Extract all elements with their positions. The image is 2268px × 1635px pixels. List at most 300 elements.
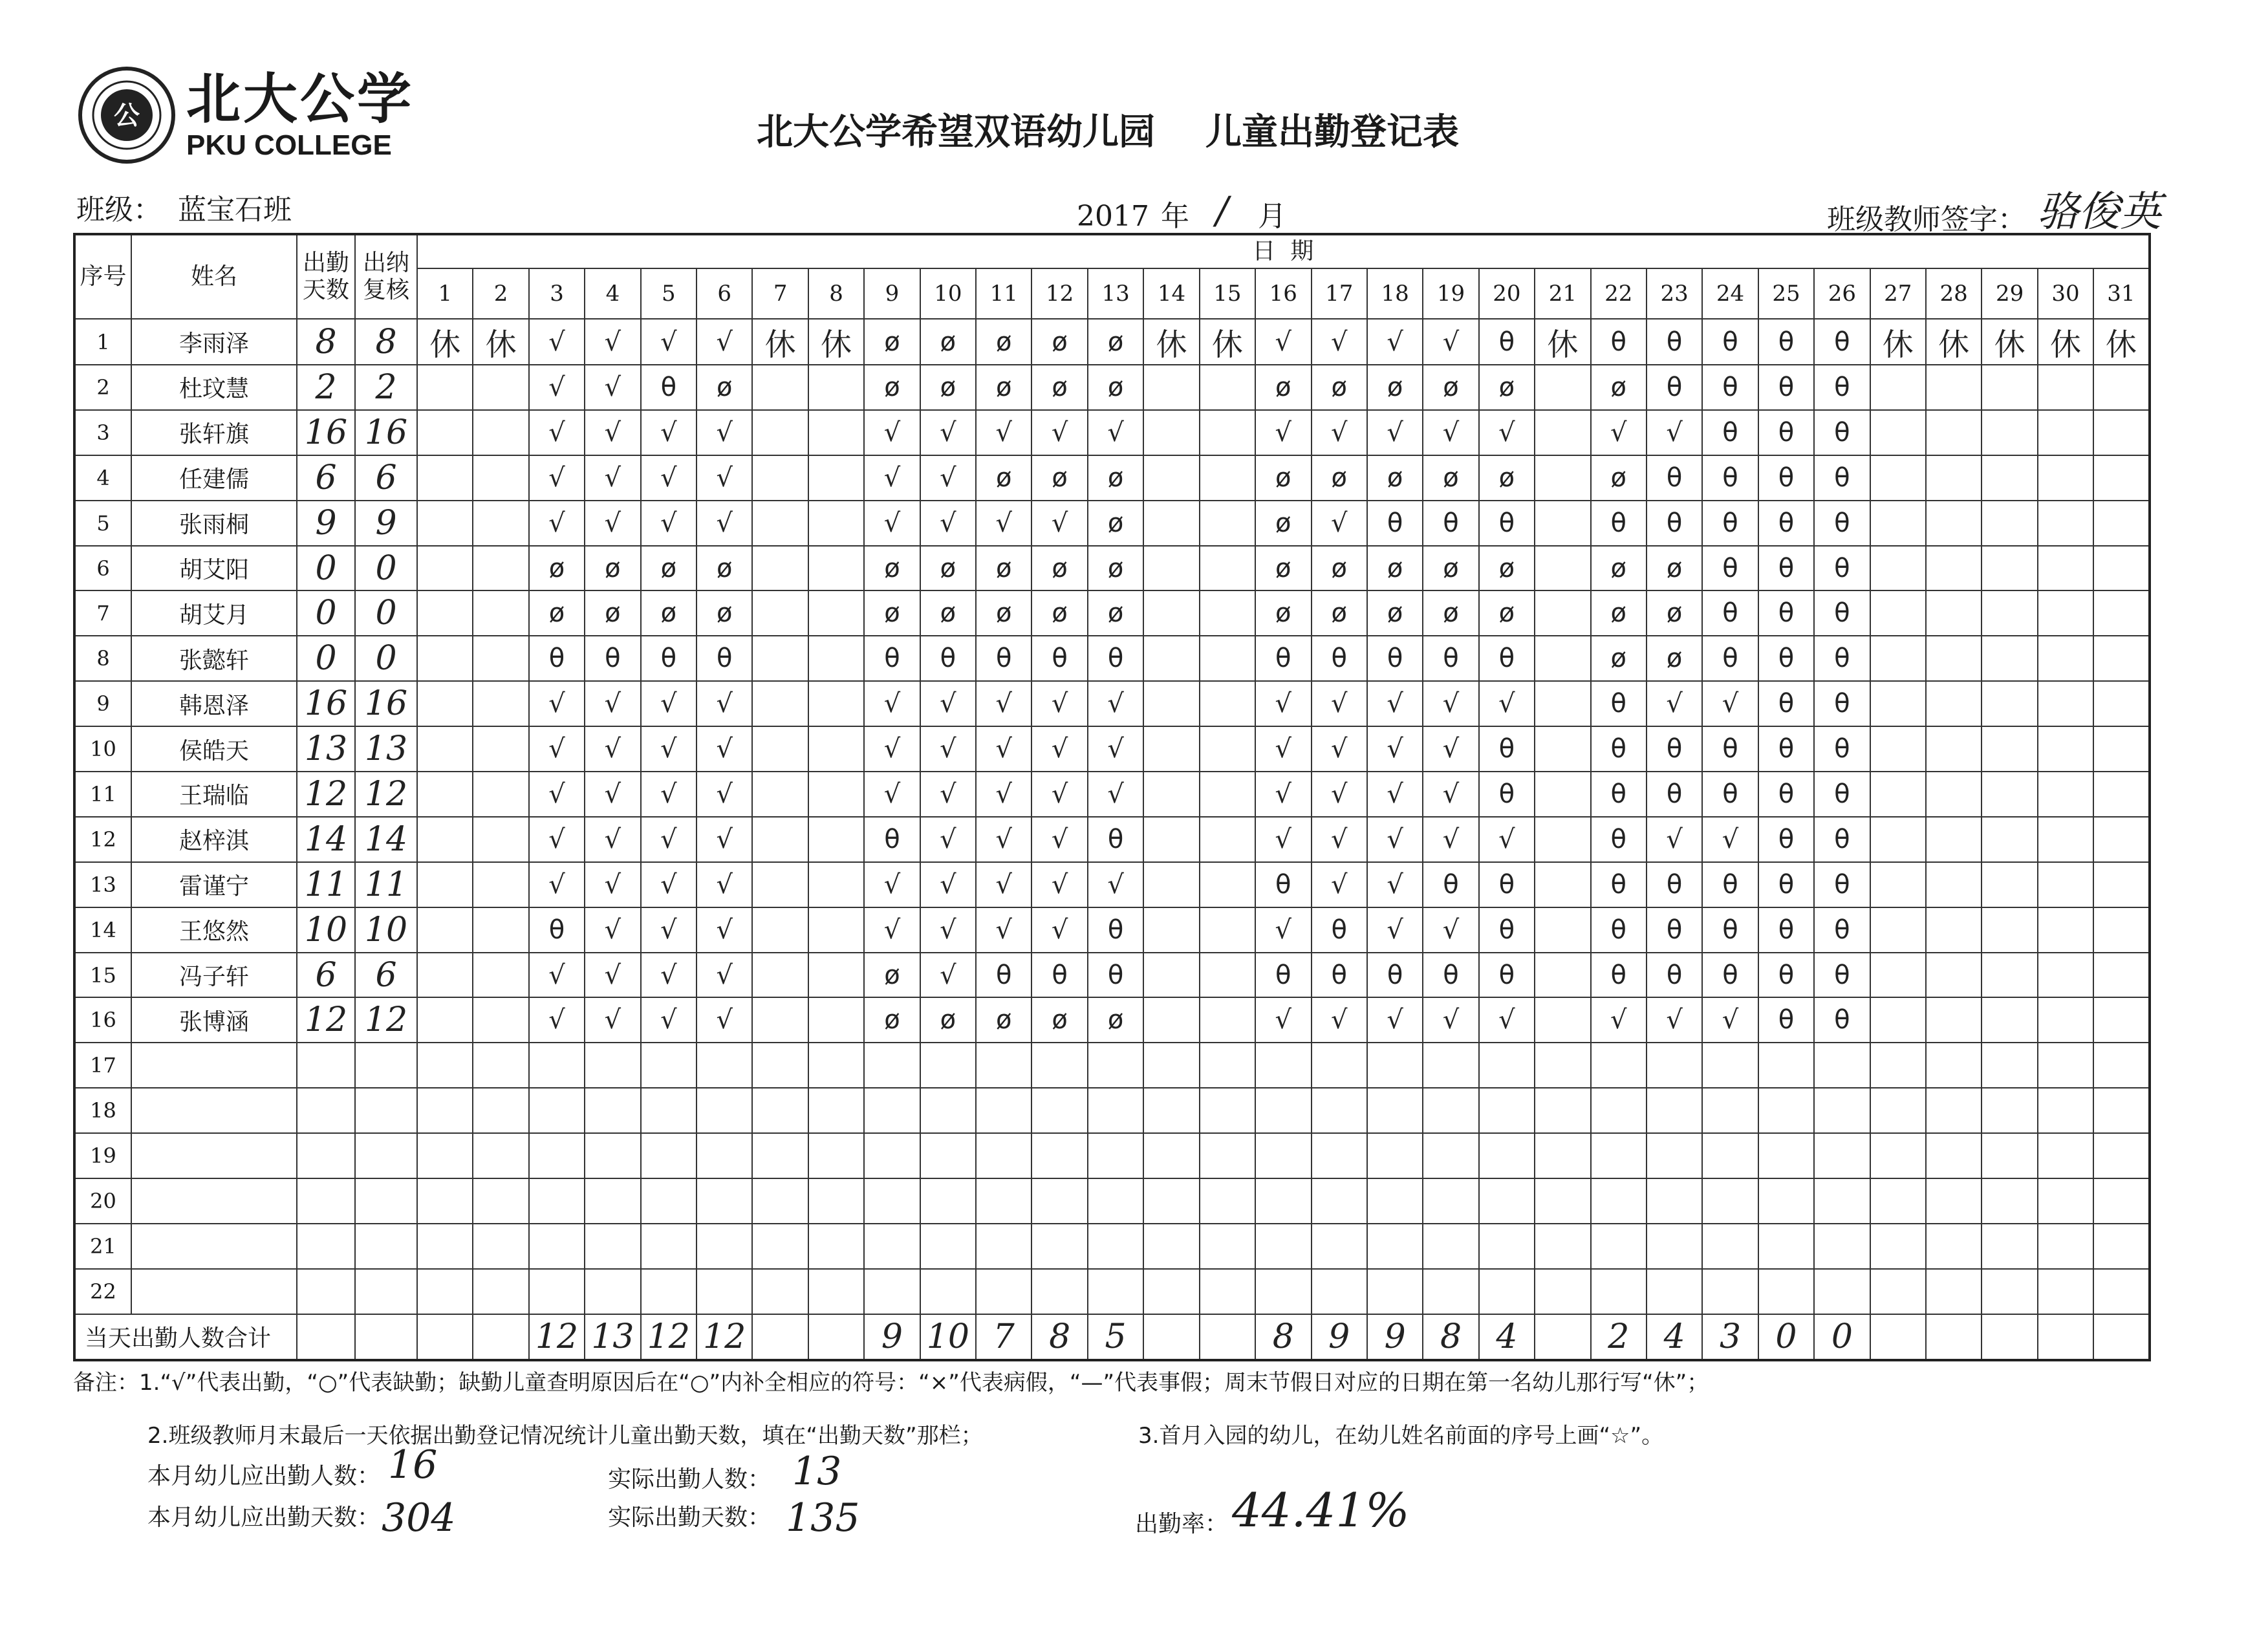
attendance-mark: √	[585, 953, 640, 998]
attendance-mark	[1088, 1133, 1143, 1178]
attendance-mark	[808, 862, 864, 907]
attendance-mark	[864, 1224, 920, 1269]
attendance-mark	[1982, 772, 2037, 817]
attendance-mark	[920, 1088, 976, 1133]
attendance-mark: θ	[1479, 726, 1535, 772]
attendance-mark: ø	[641, 590, 697, 636]
year-unit: 年	[1161, 200, 1189, 233]
attendance-mark: ø	[1255, 455, 1311, 501]
daily-total: 4	[1647, 1314, 1702, 1360]
attendance-mark	[641, 1133, 697, 1178]
attendance-mark	[1535, 953, 1590, 998]
attendance-days-count: 16	[297, 681, 355, 726]
attendance-mark: θ	[1814, 907, 1870, 953]
attendance-mark	[1312, 1178, 1367, 1224]
attendance-mark: θ	[1088, 636, 1143, 681]
attendance-mark	[1143, 862, 1199, 907]
table-row	[74, 953, 2150, 998]
attendance-mark: ø	[920, 365, 976, 410]
row-index: 6	[74, 546, 131, 591]
attendance-days-count	[297, 1088, 355, 1133]
attendance-mark	[1926, 1269, 1982, 1314]
attendance-mark: √	[920, 907, 976, 953]
attendance-mark: θ	[1647, 772, 1702, 817]
attendance-mark	[1143, 590, 1199, 636]
attendance-mark	[585, 1133, 640, 1178]
attendance-mark: √	[1423, 319, 1478, 365]
attendance-mark	[417, 455, 473, 501]
attendance-mark: √	[529, 319, 585, 365]
table-row	[74, 681, 2150, 726]
attendance-mark: θ	[1423, 636, 1478, 681]
actual-children-value: 13	[792, 1449, 842, 1494]
attendance-mark: θ	[641, 636, 697, 681]
attendance-mark	[1982, 590, 2037, 636]
attendance-mark	[2038, 365, 2093, 410]
attendance-mark: θ	[1479, 319, 1535, 365]
attendance-mark	[1758, 1088, 1814, 1133]
attendance-mark	[2038, 1088, 2093, 1133]
attendance-mark: ø	[1591, 546, 1647, 591]
attendance-mark	[1982, 817, 2037, 862]
attendance-days-count: 9	[297, 501, 355, 546]
day-number: 5	[641, 268, 697, 319]
row-index: 5	[74, 501, 131, 546]
daily-total: 12	[697, 1314, 752, 1360]
daily-total: 9	[864, 1314, 920, 1360]
attendance-mark: θ	[1591, 953, 1647, 998]
attendance-mark: √	[641, 953, 697, 998]
header-attendance-days: 出勤 天数	[297, 234, 355, 319]
attendance-mark	[808, 636, 864, 681]
attendance-mark	[473, 636, 528, 681]
attendance-mark: ø	[976, 546, 1031, 591]
attendance-mark: √	[920, 410, 976, 455]
attendance-mark	[641, 1224, 697, 1269]
row-index: 10	[74, 726, 131, 772]
attendance-mark: √	[529, 365, 585, 410]
attendance-mark: θ	[1702, 726, 1758, 772]
attendance-mark: ø	[1479, 546, 1535, 591]
attendance-mark	[1535, 997, 1590, 1043]
attendance-mark: θ	[1312, 636, 1367, 681]
attendance-mark	[1423, 1088, 1478, 1133]
attendance-mark	[1814, 1133, 1870, 1178]
attendance-mark	[1814, 1269, 1870, 1314]
attendance-mark: θ	[1367, 501, 1423, 546]
attendance-mark	[2093, 817, 2149, 862]
daily-total: 2	[1591, 1314, 1647, 1360]
attendance-mark	[808, 817, 864, 862]
attendance-mark: √	[1479, 410, 1535, 455]
daily-total: 7	[976, 1314, 1031, 1360]
attendance-mark	[752, 1224, 808, 1269]
attendance-mark: √	[864, 907, 920, 953]
attendance-mark: √	[1423, 410, 1478, 455]
attendance-mark	[1814, 1043, 1870, 1088]
attendance-mark	[417, 862, 473, 907]
attendance-mark: √	[920, 772, 976, 817]
attendance-mark	[585, 1178, 640, 1224]
attendance-mark	[1535, 1269, 1590, 1314]
attendance-mark	[417, 546, 473, 591]
attendance-mark	[976, 1178, 1031, 1224]
expected-children-label: 本月幼儿应出勤人数：	[147, 1463, 381, 1489]
attendance-mark	[417, 1043, 473, 1088]
attendance-mark: θ	[529, 907, 585, 953]
attendance-mark: θ	[1591, 817, 1647, 862]
attendance-mark	[1200, 1043, 1255, 1088]
attendance-mark: √	[585, 772, 640, 817]
attendance-mark: ø	[697, 365, 752, 410]
attendance-mark	[1982, 1133, 2037, 1178]
attendance-mark	[417, 636, 473, 681]
attendance-mark: √	[697, 907, 752, 953]
day-number: 22	[1591, 268, 1647, 319]
attendance-mark: θ	[1758, 862, 1814, 907]
attendance-mark: √	[1312, 772, 1367, 817]
review-count: 2	[355, 365, 417, 410]
attendance-mark	[1479, 1133, 1535, 1178]
attendance-mark	[473, 1269, 528, 1314]
attendance-mark: √	[1031, 772, 1087, 817]
attendance-mark: ø	[1031, 365, 1087, 410]
attendance-mark	[417, 907, 473, 953]
expected-children-value: 16	[388, 1442, 438, 1488]
review-count: 0	[355, 636, 417, 681]
attendance-mark	[1926, 726, 1982, 772]
totals-empty-cell	[355, 1314, 417, 1360]
attendance-days-count: 12	[297, 997, 355, 1043]
child-name: 李雨泽	[131, 319, 297, 365]
attendance-mark	[2038, 1224, 2093, 1269]
attendance-mark: √	[585, 365, 640, 410]
attendance-mark: √	[641, 997, 697, 1043]
day-number: 30	[2038, 268, 2093, 319]
attendance-mark	[1982, 726, 2037, 772]
attendance-days-count: 0	[297, 636, 355, 681]
attendance-mark	[697, 1043, 752, 1088]
attendance-mark	[1143, 1224, 1199, 1269]
attendance-mark: √	[697, 319, 752, 365]
attendance-mark	[1200, 590, 1255, 636]
attendance-mark	[808, 410, 864, 455]
day-number: 17	[1312, 268, 1367, 319]
attendance-mark: 休	[1143, 319, 1199, 365]
attendance-mark: √	[1031, 817, 1087, 862]
attendance-mark: θ	[1591, 862, 1647, 907]
attendance-mark	[1143, 546, 1199, 591]
attendance-mark	[1143, 410, 1199, 455]
attendance-mark	[417, 1269, 473, 1314]
attendance-mark: θ	[1479, 907, 1535, 953]
attendance-mark: θ	[1647, 455, 1702, 501]
attendance-mark: ø	[1255, 501, 1311, 546]
attendance-mark: ø	[1367, 455, 1423, 501]
daily-total: 13	[585, 1314, 640, 1360]
day-number: 25	[1758, 268, 1814, 319]
attendance-mark	[1255, 1043, 1311, 1088]
attendance-mark	[1702, 1043, 1758, 1088]
attendance-mark: √	[1031, 862, 1087, 907]
attendance-mark	[1200, 681, 1255, 726]
table-row	[74, 319, 2150, 365]
attendance-mark: √	[1312, 319, 1367, 365]
attendance-mark: √	[1647, 997, 1702, 1043]
daily-total: 8	[1255, 1314, 1311, 1360]
attendance-mark	[1367, 1269, 1423, 1314]
attendance-days-count: 10	[297, 907, 355, 953]
attendance-mark	[1312, 1088, 1367, 1133]
attendance-mark	[1423, 1043, 1478, 1088]
attendance-mark: ø	[1479, 365, 1535, 410]
attendance-mark	[473, 410, 528, 455]
attendance-mark	[752, 817, 808, 862]
expected-days-label: 本月幼儿应出勤天数：	[147, 1504, 381, 1531]
attendance-mark: ø	[1031, 546, 1087, 591]
attendance-mark: √	[697, 410, 752, 455]
attendance-mark	[2038, 410, 2093, 455]
attendance-mark	[417, 1133, 473, 1178]
attendance-mark: θ	[1367, 636, 1423, 681]
table-row	[74, 1269, 2150, 1314]
attendance-mark: 休	[473, 319, 528, 365]
attendance-days-count: 11	[297, 862, 355, 907]
attendance-mark: √	[529, 681, 585, 726]
attendance-mark	[1367, 1043, 1423, 1088]
attendance-mark	[2093, 772, 2149, 817]
attendance-mark: θ	[1702, 590, 1758, 636]
attendance-mark	[1535, 1088, 1590, 1133]
attendance-mark	[529, 1178, 585, 1224]
table-row	[74, 501, 2150, 546]
attendance-days-count	[297, 1178, 355, 1224]
attendance-mark: √	[529, 862, 585, 907]
review-count: 16	[355, 410, 417, 455]
attendance-mark: √	[1367, 862, 1423, 907]
attendance-mark: ø	[529, 590, 585, 636]
attendance-mark: √	[585, 455, 640, 501]
attendance-mark: √	[1423, 681, 1478, 726]
review-count: 12	[355, 997, 417, 1043]
attendance-mark	[2038, 726, 2093, 772]
attendance-mark	[1143, 1178, 1199, 1224]
attendance-mark	[1088, 1224, 1143, 1269]
attendance-days-count	[297, 1269, 355, 1314]
attendance-mark: ø	[1647, 546, 1702, 591]
attendance-mark: ø	[1088, 590, 1143, 636]
attendance-mark: √	[1423, 907, 1478, 953]
attendance-mark	[1535, 590, 1590, 636]
attendance-mark: √	[1088, 726, 1143, 772]
attendance-mark: ø	[864, 546, 920, 591]
attendance-mark: θ	[1814, 681, 1870, 726]
attendance-mark: √	[697, 772, 752, 817]
attendance-mark: √	[864, 455, 920, 501]
attendance-mark: √	[1423, 772, 1478, 817]
attendance-mark	[752, 772, 808, 817]
attendance-mark: 休	[2038, 319, 2093, 365]
attendance-mark	[1647, 1269, 1702, 1314]
attendance-mark: ø	[1312, 365, 1367, 410]
attendance-mark: √	[976, 862, 1031, 907]
attendance-mark: ø	[1031, 997, 1087, 1043]
teacher-signature-label: 班级教师签字：	[1827, 203, 2026, 236]
attendance-mark: ø	[1312, 455, 1367, 501]
header-review: 出纳 复核	[355, 234, 417, 319]
attendance-mark: θ	[1814, 365, 1870, 410]
daily-total: 12	[529, 1314, 585, 1360]
teacher-signature: 骆俊英	[2037, 188, 2161, 236]
attendance-mark: √	[1255, 772, 1311, 817]
attendance-mark	[1870, 365, 1926, 410]
attendance-mark: √	[1312, 726, 1367, 772]
row-index: 17	[74, 1043, 131, 1088]
attendance-mark	[752, 636, 808, 681]
table-row	[74, 1088, 2150, 1133]
attendance-mark	[808, 501, 864, 546]
daily-total	[1535, 1314, 1590, 1360]
attendance-mark	[1926, 365, 1982, 410]
attendance-mark: θ	[1758, 546, 1814, 591]
attendance-mark: ø	[1591, 455, 1647, 501]
attendance-mark	[1200, 1224, 1255, 1269]
attendance-mark: θ	[1591, 726, 1647, 772]
note-line-1: 备注：1.“√”代表出勤，“○”代表缺勤；缺勤儿童查明原因后在“○”内补全相应的符号：“×”代表病假，“—”代表事假；周末节假日对应的日期在第一名幼儿那行写“休”；	[73, 1370, 1709, 1396]
attendance-mark	[1535, 501, 1590, 546]
attendance-mark	[585, 1043, 640, 1088]
attendance-mark: √	[1367, 319, 1423, 365]
attendance-mark	[417, 817, 473, 862]
attendance-mark	[1312, 1133, 1367, 1178]
attendance-mark: ø	[1591, 636, 1647, 681]
day-number: 28	[1926, 268, 1982, 319]
day-number: 10	[920, 268, 976, 319]
attendance-mark	[752, 590, 808, 636]
table-row	[74, 1224, 2150, 1269]
attendance-mark	[1926, 681, 1982, 726]
attendance-mark: 休	[1200, 319, 1255, 365]
attendance-mark: θ	[1255, 953, 1311, 998]
table-row	[74, 726, 2150, 772]
attendance-mark	[697, 1178, 752, 1224]
attendance-mark: √	[920, 501, 976, 546]
attendance-mark: 休	[1535, 319, 1590, 365]
attendance-mark: √	[585, 997, 640, 1043]
attendance-mark: ø	[697, 590, 752, 636]
attendance-mark	[1143, 636, 1199, 681]
daily-total	[417, 1314, 473, 1360]
attendance-mark	[417, 726, 473, 772]
attendance-mark	[808, 726, 864, 772]
attendance-mark	[920, 1269, 976, 1314]
attendance-mark: 休	[808, 319, 864, 365]
attendance-mark	[1535, 1043, 1590, 1088]
attendance-mark	[1200, 862, 1255, 907]
attendance-mark: ø	[976, 455, 1031, 501]
attendance-mark	[585, 1224, 640, 1269]
attendance-mark: √	[585, 817, 640, 862]
attendance-mark	[864, 1133, 920, 1178]
attendance-mark	[2038, 953, 2093, 998]
attendance-mark: √	[1367, 772, 1423, 817]
attendance-mark: θ	[1758, 365, 1814, 410]
attendance-mark	[1031, 1088, 1087, 1133]
attendance-mark	[1200, 1178, 1255, 1224]
attendance-mark: ø	[1312, 590, 1367, 636]
attendance-mark: √	[1312, 817, 1367, 862]
attendance-mark: √	[1423, 817, 1478, 862]
row-index: 14	[74, 907, 131, 953]
child-name: 张雨桐	[131, 501, 297, 546]
attendance-mark	[1367, 1133, 1423, 1178]
attendance-mark: θ	[1702, 501, 1758, 546]
attendance-mark: √	[529, 501, 585, 546]
attendance-mark	[1535, 1224, 1590, 1269]
attendance-mark: √	[697, 501, 752, 546]
attendance-mark	[1031, 1224, 1087, 1269]
attendance-mark	[1814, 1178, 1870, 1224]
attendance-mark	[1982, 907, 2037, 953]
attendance-mark: θ	[1758, 681, 1814, 726]
attendance-mark	[529, 1133, 585, 1178]
attendance-mark: θ	[1423, 501, 1478, 546]
attendance-mark: √	[1367, 410, 1423, 455]
row-index: 11	[74, 772, 131, 817]
header-name: 姓名	[131, 234, 297, 319]
attendance-mark	[1926, 546, 1982, 591]
attendance-mark: √	[1367, 907, 1423, 953]
day-number: 6	[697, 268, 752, 319]
attendance-mark: √	[1031, 681, 1087, 726]
attendance-mark	[1982, 365, 2037, 410]
attendance-mark: θ	[1758, 726, 1814, 772]
attendance-mark: θ	[1702, 319, 1758, 365]
attendance-mark	[417, 953, 473, 998]
attendance-mark	[1479, 1043, 1535, 1088]
day-number: 16	[1255, 268, 1311, 319]
day-number: 20	[1479, 268, 1535, 319]
attendance-mark	[1926, 862, 1982, 907]
attendance-mark: ø	[1088, 319, 1143, 365]
attendance-mark	[1870, 501, 1926, 546]
attendance-mark: √	[697, 862, 752, 907]
attendance-mark: √	[641, 817, 697, 862]
attendance-mark: √	[641, 501, 697, 546]
daily-total	[1200, 1314, 1255, 1360]
table-row	[74, 817, 2150, 862]
attendance-mark	[473, 590, 528, 636]
attendance-mark	[1926, 772, 1982, 817]
daily-total	[2093, 1314, 2149, 1360]
table-row	[74, 997, 2150, 1043]
attendance-mark	[1982, 1088, 2037, 1133]
attendance-mark	[752, 862, 808, 907]
attendance-mark	[2038, 1133, 2093, 1178]
review-count: 0	[355, 546, 417, 591]
attendance-mark: √	[697, 817, 752, 862]
attendance-mark: 休	[2093, 319, 2149, 365]
attendance-mark: ø	[641, 546, 697, 591]
review-count	[355, 1088, 417, 1133]
child-name: 赵梓淇	[131, 817, 297, 862]
day-number: 23	[1647, 268, 1702, 319]
attendance-mark	[1702, 1178, 1758, 1224]
attendance-mark	[1031, 1178, 1087, 1224]
attendance-mark	[1255, 1178, 1311, 1224]
child-name: 张博涵	[131, 997, 297, 1043]
daily-total	[752, 1314, 808, 1360]
